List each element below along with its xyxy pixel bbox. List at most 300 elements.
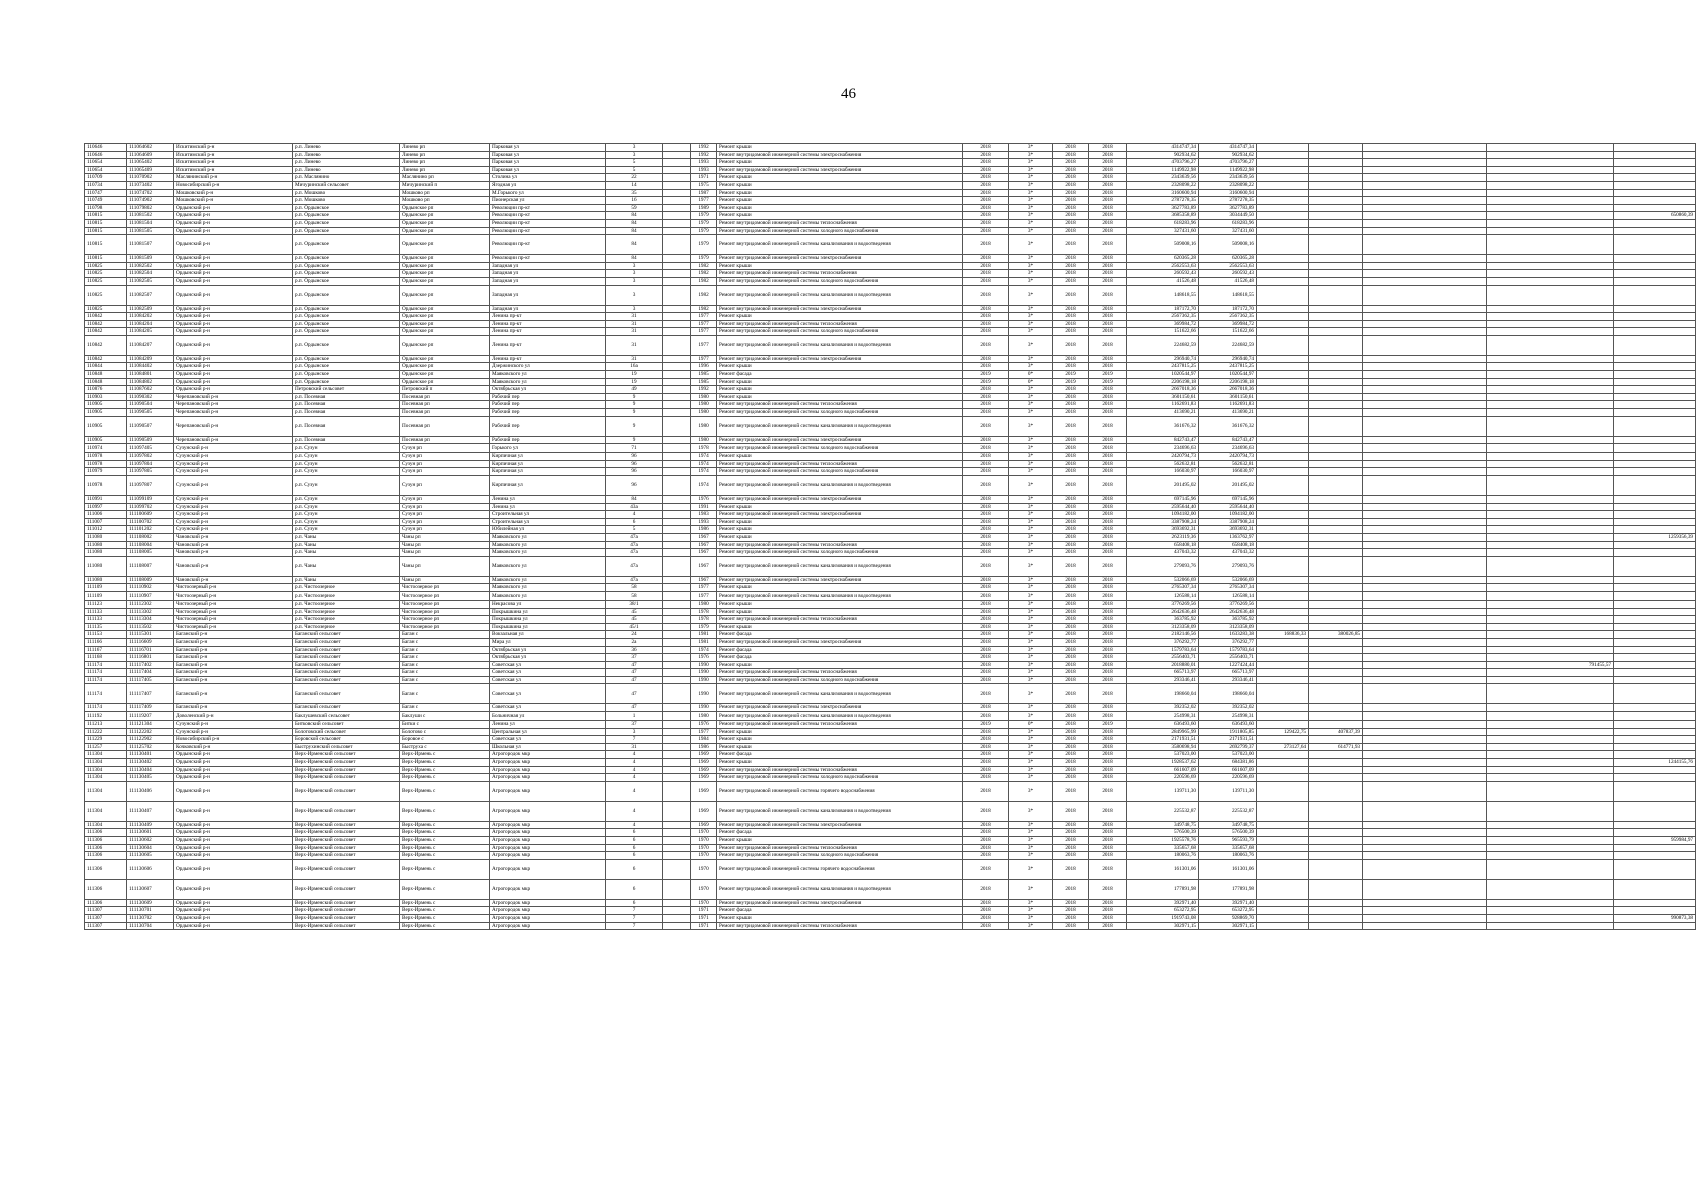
- cell-start-year: 2018: [1053, 591, 1089, 600]
- cell-object-id: 111133: [85, 608, 127, 616]
- cell-local-funds: [1363, 774, 1487, 782]
- cell-house-number: 9: [606, 393, 663, 401]
- cell-other-funds: [1614, 646, 1696, 654]
- table-row: [85, 468, 1696, 476]
- cell-house-number: 3: [606, 262, 663, 270]
- cell-year-built: 1978: [691, 608, 717, 616]
- cell-object-id: 110842: [85, 320, 127, 328]
- cell-street: Ленина ул: [490, 496, 606, 504]
- cell-year-built: 1982: [691, 305, 717, 313]
- cell-owners-funds: [1487, 255, 1614, 263]
- cell-house-number: 16а: [606, 363, 663, 371]
- cell-building: [663, 320, 691, 328]
- cell-building: [663, 189, 691, 197]
- cell-regional-funds: [1309, 608, 1363, 616]
- cell-building: [663, 712, 691, 721]
- cell-category: 3*: [1009, 262, 1053, 270]
- cell-regional-funds: [1309, 766, 1363, 774]
- table-row: [85, 704, 1696, 712]
- cell-municipality: р.п. Чистоозерное: [293, 608, 400, 616]
- cell-house-number: 19: [606, 371, 663, 379]
- cell-house-number: 3: [606, 285, 663, 305]
- cell-year-built: 1974: [691, 646, 717, 654]
- cell-category: 3*: [1009, 197, 1053, 205]
- cell-street: Революции пр-кт: [490, 219, 606, 227]
- table-row: [85, 436, 1696, 444]
- cell-owners-funds: [1487, 584, 1614, 592]
- cell-regional-funds: 614771,93: [1309, 743, 1363, 751]
- cell-plan-year: 2018: [963, 453, 1009, 461]
- table-row: [85, 255, 1696, 263]
- cell-federal-funds: [1257, 646, 1309, 654]
- cell-category: 3*: [1009, 669, 1053, 677]
- cell-work-id: 111084202: [127, 313, 174, 321]
- cell-fund-cost: 220596,69: [1199, 774, 1257, 782]
- cell-street: Строительная ул: [490, 511, 606, 519]
- cell-year-built: 1980: [691, 393, 717, 401]
- cell-other-funds: [1614, 328, 1696, 336]
- cell-end-year: 2018: [1089, 277, 1127, 285]
- cell-plan-year: 2018: [963, 468, 1009, 476]
- cell-building: [663, 468, 691, 476]
- cell-year-built: 1980: [691, 712, 717, 721]
- cell-local-funds: [1363, 401, 1487, 409]
- cell-fund-cost: 369984,72: [1199, 320, 1257, 328]
- cell-plan-year: 2018: [963, 914, 1009, 922]
- cell-building: [663, 549, 691, 557]
- cell-fund-cost: 279093,76: [1199, 556, 1257, 576]
- cell-municipality: р.п. Ордынское: [293, 335, 400, 355]
- cell-other-funds: [1614, 159, 1696, 167]
- cell-object-id: 110654: [85, 159, 127, 167]
- cell-district: Ордынский р-н: [174, 759, 293, 767]
- cell-municipality: р.п. Сузун: [293, 468, 400, 476]
- cell-district: Сузунский р-н: [174, 468, 293, 476]
- cell-regional-funds: [1309, 821, 1363, 829]
- cell-owners-funds: [1487, 541, 1614, 549]
- cell-owners-funds: [1487, 608, 1614, 616]
- cell-federal-funds: [1257, 526, 1309, 534]
- cell-plan-year: 2018: [963, 166, 1009, 174]
- cell-work-id: 111130602: [127, 837, 174, 845]
- cell-work-id: 111064609: [127, 151, 174, 159]
- cell-municipality: Верх-Ирменский сельсовет: [293, 899, 400, 907]
- cell-end-year: 2019: [1089, 378, 1127, 386]
- table-row: [85, 262, 1696, 270]
- cell-year-built: 1979: [691, 212, 717, 220]
- cell-local-funds: [1363, 646, 1487, 654]
- cell-owners-funds: [1487, 453, 1614, 461]
- cell-building: [663, 759, 691, 767]
- cell-plan-year: 2018: [963, 262, 1009, 270]
- cell-regional-funds: [1309, 844, 1363, 852]
- cell-owners-funds: [1487, 922, 1614, 930]
- cell-house-number: 3: [606, 144, 663, 152]
- cell-regional-funds: [1309, 654, 1363, 662]
- cell-work-type: Ремонт внутридомовой инженерной системы теплоснабжения: [717, 721, 963, 729]
- cell-federal-funds: [1257, 444, 1309, 453]
- cell-other-funds: [1614, 204, 1696, 212]
- cell-end-year: 2018: [1089, 821, 1127, 829]
- cell-regional-funds: [1309, 401, 1363, 409]
- cell-building: [663, 355, 691, 363]
- cell-work-id: 111097804: [127, 460, 174, 468]
- cell-fund-cost: 260592,43: [1199, 270, 1257, 278]
- cell-building: [663, 409, 691, 417]
- cell-other-funds: [1614, 416, 1696, 436]
- cell-federal-funds: [1257, 759, 1309, 767]
- cell-fund-cost: 965593,79: [1199, 837, 1257, 845]
- cell-house-number: 6: [606, 837, 663, 845]
- cell-owners-funds: [1487, 416, 1614, 436]
- cell-work-id: 111099109: [127, 496, 174, 504]
- cell-house-number: 16: [606, 197, 663, 205]
- cell-locality: Сузун рп: [400, 453, 490, 461]
- table-row: [85, 174, 1696, 182]
- cell-category: 3*: [1009, 270, 1053, 278]
- cell-start-year: 2018: [1053, 837, 1089, 845]
- cell-start-year: 2018: [1053, 285, 1089, 305]
- cell-year-built: 1970: [691, 899, 717, 907]
- cell-other-funds: [1614, 549, 1696, 557]
- cell-owners-funds: [1487, 518, 1614, 526]
- cell-district: Ордынский р-н: [174, 305, 293, 313]
- cell-category: 3*: [1009, 899, 1053, 907]
- cell-end-year: 2018: [1089, 844, 1127, 852]
- cell-total-cost: 1579783,64: [1127, 646, 1199, 654]
- cell-work-id: 111084204: [127, 320, 174, 328]
- cell-owners-funds: [1487, 393, 1614, 401]
- cell-year-built: 1977: [691, 197, 717, 205]
- cell-work-id: 111130609: [127, 899, 174, 907]
- cell-locality: Чистоозерное рп: [400, 584, 490, 592]
- cell-year-built: 1990: [691, 676, 717, 684]
- cell-fund-cost: 2437815,25: [1199, 363, 1257, 371]
- cell-work-id: 111081507: [127, 235, 174, 255]
- cell-plan-year: 2018: [963, 197, 1009, 205]
- cell-object-id: 110978: [85, 460, 127, 468]
- table-row: [85, 631, 1696, 639]
- cell-regional-funds: [1309, 371, 1363, 379]
- cell-end-year: 2018: [1089, 151, 1127, 159]
- cell-other-funds: [1614, 320, 1696, 328]
- cell-total-cost: 576500,39: [1127, 829, 1199, 837]
- cell-municipality: Верх-Ирменский сельсовет: [293, 859, 400, 879]
- cell-total-cost: 537023,00: [1127, 751, 1199, 759]
- cell-owners-funds: [1487, 712, 1614, 721]
- cell-local-funds: [1363, 355, 1487, 363]
- cell-municipality: р.п. Ордынское: [293, 363, 400, 371]
- cell-work-type: Ремонт фасада: [717, 907, 963, 915]
- table-row: [85, 305, 1696, 313]
- cell-other-funds: [1614, 684, 1696, 704]
- cell-district: Доволенский р-н: [174, 712, 293, 721]
- table-row: [85, 654, 1696, 662]
- cell-house-number: 6: [606, 899, 663, 907]
- cell-start-year: 2018: [1053, 859, 1089, 879]
- cell-plan-year: 2019: [963, 721, 1009, 729]
- cell-category: 3*: [1009, 416, 1053, 436]
- cell-district: Чановский р-н: [174, 533, 293, 541]
- cell-year-built: 1990: [691, 704, 717, 712]
- cell-locality: Битки с: [400, 721, 490, 729]
- cell-house-number: 7: [606, 736, 663, 744]
- cell-category: 3*: [1009, 255, 1053, 263]
- cell-municipality: Верх-Ирменский сельсовет: [293, 759, 400, 767]
- cell-category: 3*: [1009, 801, 1053, 821]
- cell-local-funds: [1363, 386, 1487, 394]
- cell-federal-funds: [1257, 468, 1309, 476]
- cell-end-year: 2018: [1089, 320, 1127, 328]
- table-row: [85, 728, 1696, 736]
- cell-locality: Ордынское рп: [400, 371, 490, 379]
- table-row: [85, 393, 1696, 401]
- cell-plan-year: 2018: [963, 518, 1009, 526]
- cell-federal-funds: [1257, 669, 1309, 677]
- cell-owners-funds: [1487, 204, 1614, 212]
- cell-plan-year: 2018: [963, 386, 1009, 394]
- cell-federal-funds: [1257, 227, 1309, 235]
- cell-regional-funds: [1309, 781, 1363, 801]
- cell-building: [663, 623, 691, 631]
- cell-owners-funds: [1487, 533, 1614, 541]
- cell-federal-funds: [1257, 774, 1309, 782]
- cell-regional-funds: [1309, 313, 1363, 321]
- table-body: [85, 144, 1696, 930]
- cell-district: Черепановский р-н: [174, 401, 293, 409]
- cell-total-cost: 139711,30: [1127, 781, 1199, 801]
- cell-start-year: 2018: [1053, 444, 1089, 453]
- cell-category: 3*: [1009, 712, 1053, 721]
- table-row: [85, 859, 1696, 879]
- cell-category: 3*: [1009, 684, 1053, 704]
- cell-district: Ордынский р-н: [174, 821, 293, 829]
- cell-year-built: 1981: [691, 638, 717, 646]
- cell-fund-cost: 576500,39: [1199, 829, 1257, 837]
- cell-building: [663, 151, 691, 159]
- cell-object-id: 110646: [85, 151, 127, 159]
- cell-regional-funds: [1309, 328, 1363, 336]
- cell-local-funds: [1363, 174, 1487, 182]
- cell-end-year: 2018: [1089, 355, 1127, 363]
- cell-building: [663, 608, 691, 616]
- cell-work-type: Ремонт внутридомовой инженерной системы теплоснабжения: [717, 922, 963, 930]
- cell-work-id: 111064602: [127, 144, 174, 152]
- table-row: [85, 212, 1696, 220]
- cell-local-funds: [1363, 533, 1487, 541]
- cell-work-id: 111082502: [127, 262, 174, 270]
- cell-municipality: р.п. Линево: [293, 166, 400, 174]
- cell-street: Революции пр-кт: [490, 212, 606, 220]
- cell-plan-year: 2018: [963, 526, 1009, 534]
- cell-plan-year: 2018: [963, 393, 1009, 401]
- cell-year-built: 1985: [691, 371, 717, 379]
- cell-local-funds: [1363, 320, 1487, 328]
- cell-district: Баганский р-н: [174, 704, 293, 712]
- cell-building: [663, 518, 691, 526]
- cell-fund-cost: 3693692,31: [1199, 526, 1257, 534]
- cell-work-id: 111081509: [127, 255, 174, 263]
- cell-fund-cost: 684381,86: [1199, 759, 1257, 767]
- cell-local-funds: [1363, 313, 1487, 321]
- cell-local-funds: [1363, 829, 1487, 837]
- cell-building: [663, 476, 691, 496]
- cell-category: 3*: [1009, 654, 1053, 662]
- cell-house-number: 84: [606, 212, 663, 220]
- cell-municipality: Баганский сельсовет: [293, 631, 400, 639]
- cell-district: Ордынский р-н: [174, 255, 293, 263]
- cell-other-funds: [1614, 844, 1696, 852]
- cell-building: [663, 600, 691, 608]
- cell-category: 3*: [1009, 879, 1053, 899]
- table-row: [85, 829, 1696, 837]
- table-row: [85, 922, 1696, 930]
- cell-owners-funds: [1487, 409, 1614, 417]
- cell-work-type: Ремонт внутридомовой инженерной системы канализования и водоотведения: [717, 591, 963, 600]
- cell-federal-funds: [1257, 166, 1309, 174]
- cell-locality: Маслянино рп: [400, 174, 490, 182]
- cell-work-type: Ремонт внутридомовой инженерной системы канализования и водоотведения: [717, 684, 963, 704]
- cell-municipality: р.п. Чистоозерное: [293, 591, 400, 600]
- cell-locality: Верх-Ирмень с: [400, 879, 490, 899]
- cell-house-number: 37: [606, 721, 663, 729]
- cell-local-funds: [1363, 277, 1487, 285]
- cell-end-year: 2018: [1089, 549, 1127, 557]
- cell-other-funds: [1614, 166, 1696, 174]
- cell-house-number: 47: [606, 704, 663, 712]
- cell-owners-funds: [1487, 852, 1614, 860]
- cell-other-funds: [1614, 859, 1696, 879]
- cell-start-year: 2018: [1053, 255, 1089, 263]
- table-row: [85, 277, 1696, 285]
- cell-owners-funds: [1487, 591, 1614, 600]
- cell-start-year: 2018: [1053, 721, 1089, 729]
- cell-building: [663, 616, 691, 624]
- cell-street: Агрогородок мкр: [490, 751, 606, 759]
- cell-locality: Линево рп: [400, 159, 490, 167]
- table-row: [85, 227, 1696, 235]
- cell-municipality: Баганский сельсовет: [293, 684, 400, 704]
- cell-street: Октябрьская ул: [490, 386, 606, 394]
- table-row: [85, 159, 1696, 167]
- cell-house-number: 38/1: [606, 600, 663, 608]
- cell-total-cost: 1094182,00: [1127, 511, 1199, 519]
- cell-object-id: 110747: [85, 189, 127, 197]
- cell-work-type: Ремонт крыши: [717, 386, 963, 394]
- cell-building: [663, 774, 691, 782]
- cell-start-year: 2018: [1053, 328, 1089, 336]
- cell-work-type: Ремонт внутридомовой инженерной системы холодного водоснабжения: [717, 444, 963, 453]
- cell-start-year: 2018: [1053, 646, 1089, 654]
- cell-fund-cost: 166030,97: [1199, 468, 1257, 476]
- cell-house-number: 31: [606, 320, 663, 328]
- cell-work-id: 111117404: [127, 669, 174, 677]
- cell-locality: Верх-Ирмень с: [400, 852, 490, 860]
- cell-work-id: 111082505: [127, 277, 174, 285]
- cell-end-year: 2018: [1089, 511, 1127, 519]
- cell-plan-year: 2018: [963, 922, 1009, 930]
- cell-start-year: 2018: [1053, 774, 1089, 782]
- cell-local-funds: [1363, 468, 1487, 476]
- cell-total-cost: 2420794,73: [1127, 453, 1199, 461]
- cell-local-funds: [1363, 181, 1487, 189]
- cell-year-built: 1977: [691, 355, 717, 363]
- cell-locality: Ордынское рп: [400, 328, 490, 336]
- cell-plan-year: 2018: [963, 335, 1009, 355]
- cell-district: Ордынский р-н: [174, 801, 293, 821]
- cell-plan-year: 2018: [963, 556, 1009, 576]
- cell-building: [663, 852, 691, 860]
- table-row: [85, 801, 1696, 821]
- cell-object-id: 110749: [85, 197, 127, 205]
- cell-local-funds: [1363, 751, 1487, 759]
- cell-total-cost: 658408,18: [1127, 541, 1199, 549]
- cell-municipality: р.п. Чистоозерное: [293, 600, 400, 608]
- cell-street: Революции пр-кт: [490, 235, 606, 255]
- cell-other-funds: [1614, 363, 1696, 371]
- cell-category: 3*: [1009, 844, 1053, 852]
- cell-owners-funds: [1487, 305, 1614, 313]
- cell-owners-funds: [1487, 556, 1614, 576]
- cell-street: Агрогородок мкр: [490, 774, 606, 782]
- cell-start-year: 2018: [1053, 393, 1089, 401]
- cell-house-number: 19: [606, 378, 663, 386]
- cell-regional-funds: [1309, 774, 1363, 782]
- cell-federal-funds: 129422,75: [1257, 728, 1309, 736]
- cell-start-year: 2018: [1053, 416, 1089, 436]
- cell-house-number: 71: [606, 444, 663, 453]
- cell-local-funds: [1363, 371, 1487, 379]
- cell-owners-funds: [1487, 371, 1614, 379]
- cell-municipality: р.п. Сузун: [293, 453, 400, 461]
- cell-start-year: 2018: [1053, 829, 1089, 837]
- cell-regional-funds: [1309, 556, 1363, 576]
- cell-work-type: Ремонт внутридомовой инженерной системы теплоснабжения: [717, 320, 963, 328]
- cell-total-cost: 2182146,56: [1127, 631, 1199, 639]
- table-row: [85, 591, 1696, 600]
- cell-category: 3*: [1009, 766, 1053, 774]
- cell-local-funds: [1363, 743, 1487, 751]
- cell-object-id: 110825: [85, 262, 127, 270]
- cell-regional-funds: [1309, 591, 1363, 600]
- cell-building: [663, 270, 691, 278]
- cell-house-number: 36: [606, 646, 663, 654]
- cell-category: 3*: [1009, 907, 1053, 915]
- cell-street: Рабочий пер: [490, 416, 606, 436]
- cell-fund-cost: 2692799,37: [1199, 743, 1257, 751]
- cell-district: Ордынский р-н: [174, 879, 293, 899]
- cell-category: 3*: [1009, 235, 1053, 255]
- cell-other-funds: [1614, 436, 1696, 444]
- cell-end-year: 2018: [1089, 444, 1127, 453]
- capital-repair-table: [84, 143, 1696, 930]
- cell-end-year: 2018: [1089, 159, 1127, 167]
- cell-end-year: 2018: [1089, 255, 1127, 263]
- cell-federal-funds: [1257, 829, 1309, 837]
- cell-fund-cost: 2556403,71: [1199, 654, 1257, 662]
- table-row: [85, 401, 1696, 409]
- cell-work-type: Ремонт внутридомовой инженерной системы канализования и водоотведения: [717, 879, 963, 899]
- cell-end-year: 2018: [1089, 235, 1127, 255]
- table-row: [85, 676, 1696, 684]
- cell-other-funds: [1614, 144, 1696, 152]
- cell-object-id: 111306: [85, 852, 127, 860]
- cell-other-funds: [1614, 409, 1696, 417]
- cell-plan-year: 2018: [963, 654, 1009, 662]
- cell-regional-funds: [1309, 174, 1363, 182]
- cell-district: Ордынский р-н: [174, 335, 293, 355]
- cell-work-id: 111116609: [127, 638, 174, 646]
